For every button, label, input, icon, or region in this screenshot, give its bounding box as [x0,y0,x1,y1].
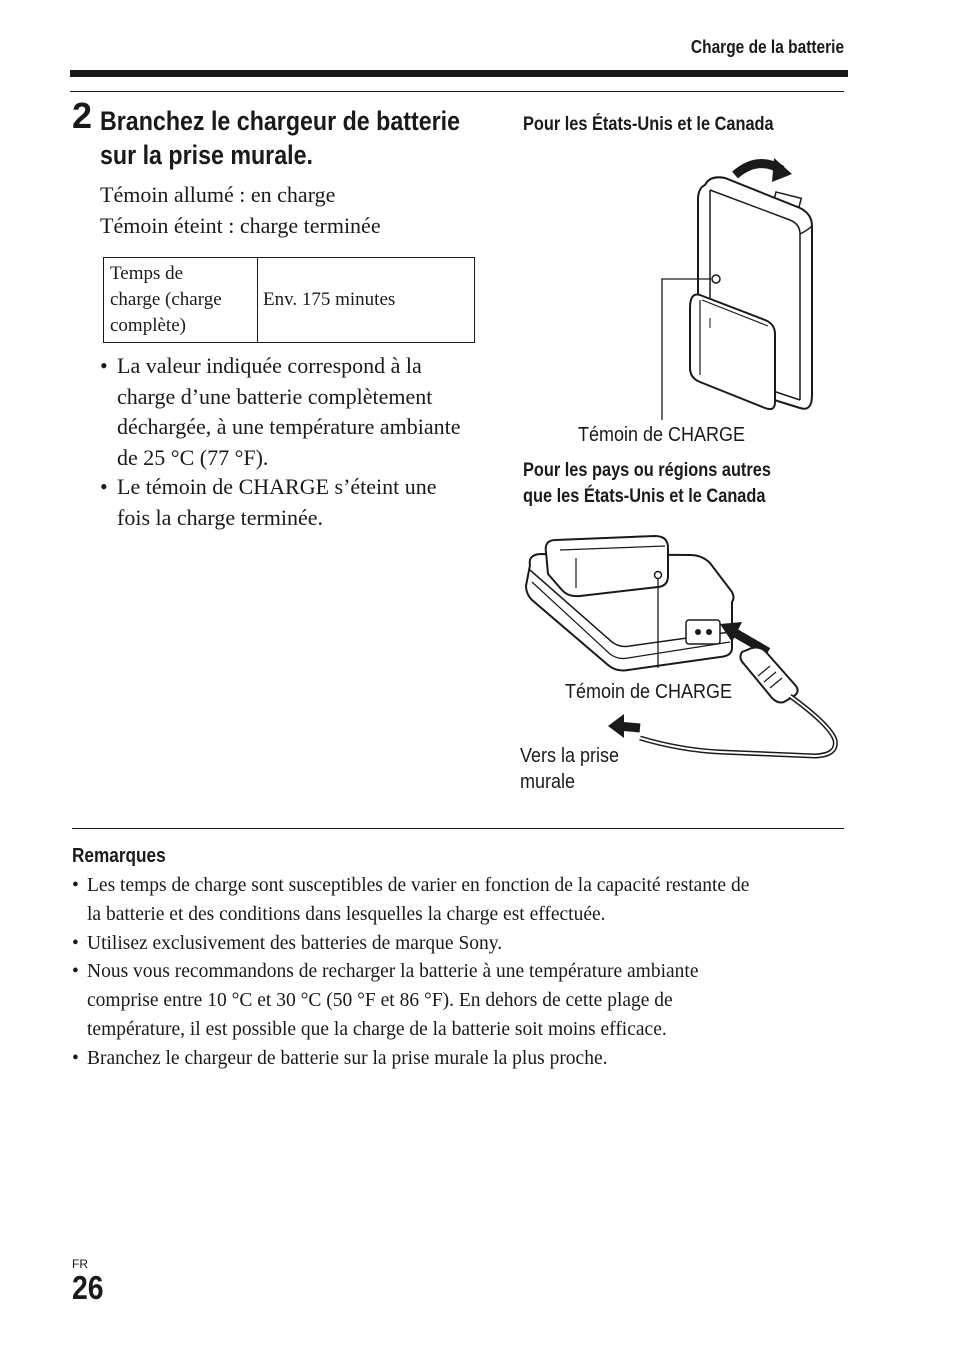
callout-line: murale [520,771,576,793]
figure-title-line: que les États-Unis et le Canada [523,486,766,507]
notes-rule [72,828,844,829]
bullet-dot: • [72,875,79,896]
bullet-text [117,472,437,533]
table-label-line: charge (charge [110,289,222,310]
note-text [87,929,502,958]
charge-time-value: Env. 175 minutes [263,289,396,310]
note-text [87,1044,608,1073]
bullet-dot: • [100,474,108,499]
bullet-line: La valeur indiquée correspond à la [117,353,422,378]
callout-line: Vers la prise [520,745,620,767]
status-line-complete: Témoin éteint : charge terminée [100,213,381,238]
note-item [72,929,852,958]
step-bullet-1 [100,351,500,476]
running-header: Charge de la batterie [690,37,844,57]
step-heading [100,104,460,172]
bullet-line: charge d’une batterie complètement [117,383,433,409]
bullet-dot: • [72,1048,79,1069]
step-bullet-2 [100,472,500,534]
language-code: FR [72,1257,88,1271]
wall-charger-illustration [650,150,840,420]
notes-title: Remarques [72,845,166,867]
table-label-cell [104,258,258,342]
bullet-dot: • [100,353,108,378]
bullet-text [117,351,460,473]
bullet-line: de 25 °C (77 °F). [117,444,269,470]
rotate-arrow-head [772,158,792,182]
desktop-charger-illustration [520,530,845,770]
charge-indicator-lamp [655,572,662,579]
figure-title-line: Pour les pays ou régions autres [523,460,771,481]
note-line: la batterie et des conditions dans lesquelles la charge est effectuée. [87,904,606,925]
bullet-dot: • [72,933,79,954]
note-line: Utilisez exclusivement des batteries de marque Sony. [87,933,503,954]
callout-wall-outlet [520,743,619,795]
battery-pack [546,536,668,596]
bullet-line: Le témoin de CHARGE s’éteint une [117,474,437,499]
figure-title-us-canada: Pour les États-Unis et le Canada [523,114,774,135]
note-line: température, il est possible que la charge de la batterie soit moins efficace. [87,1019,667,1040]
note-text [87,957,698,1044]
step-heading-line: Branchez le chargeur de batterie [100,106,461,136]
note-line: comprise entre 10 °C et 30 °C (50 °F et 86 °F). En dehors de cette plage de [87,990,673,1011]
step-number: 2 [72,95,93,136]
note-line: Branchez le chargeur de batterie sur la prise murale la plus proche. [87,1048,608,1069]
bullet-line: fois la charge terminée. [117,504,324,530]
note-item [72,957,852,1044]
table-value-cell [258,258,474,342]
note-item [72,1044,852,1073]
table-label-line: complète) [110,315,186,336]
ac-socket [686,620,720,644]
top-rule-thin [70,91,844,92]
table-label-line: Temps de [110,263,184,284]
note-text [87,871,749,929]
status-line-charging: Témoin allumé : en charge [100,182,336,207]
bullet-dot: • [72,961,79,982]
note-line: Nous vous recommandons de recharger la batterie à une température ambiante [87,961,699,982]
top-rule [70,70,848,77]
step-heading-line: sur la prise murale. [100,140,313,170]
bullet-line: déchargée, à une température ambiante [117,414,461,439]
page-number: 26 [72,1269,104,1306]
power-plug [740,648,797,703]
note-item [72,871,852,929]
charge-time-table [103,257,475,343]
callout-charge-lamp-other: Témoin de CHARGE [565,681,733,703]
figure-title-other-regions [523,458,771,510]
note-line: Les temps de charge sont susceptibles de varier en fonction de la capacité restante de [87,875,750,896]
charge-indicator-lamp [712,275,720,283]
callout-charge-lamp-us: Témoin de CHARGE [578,424,746,446]
